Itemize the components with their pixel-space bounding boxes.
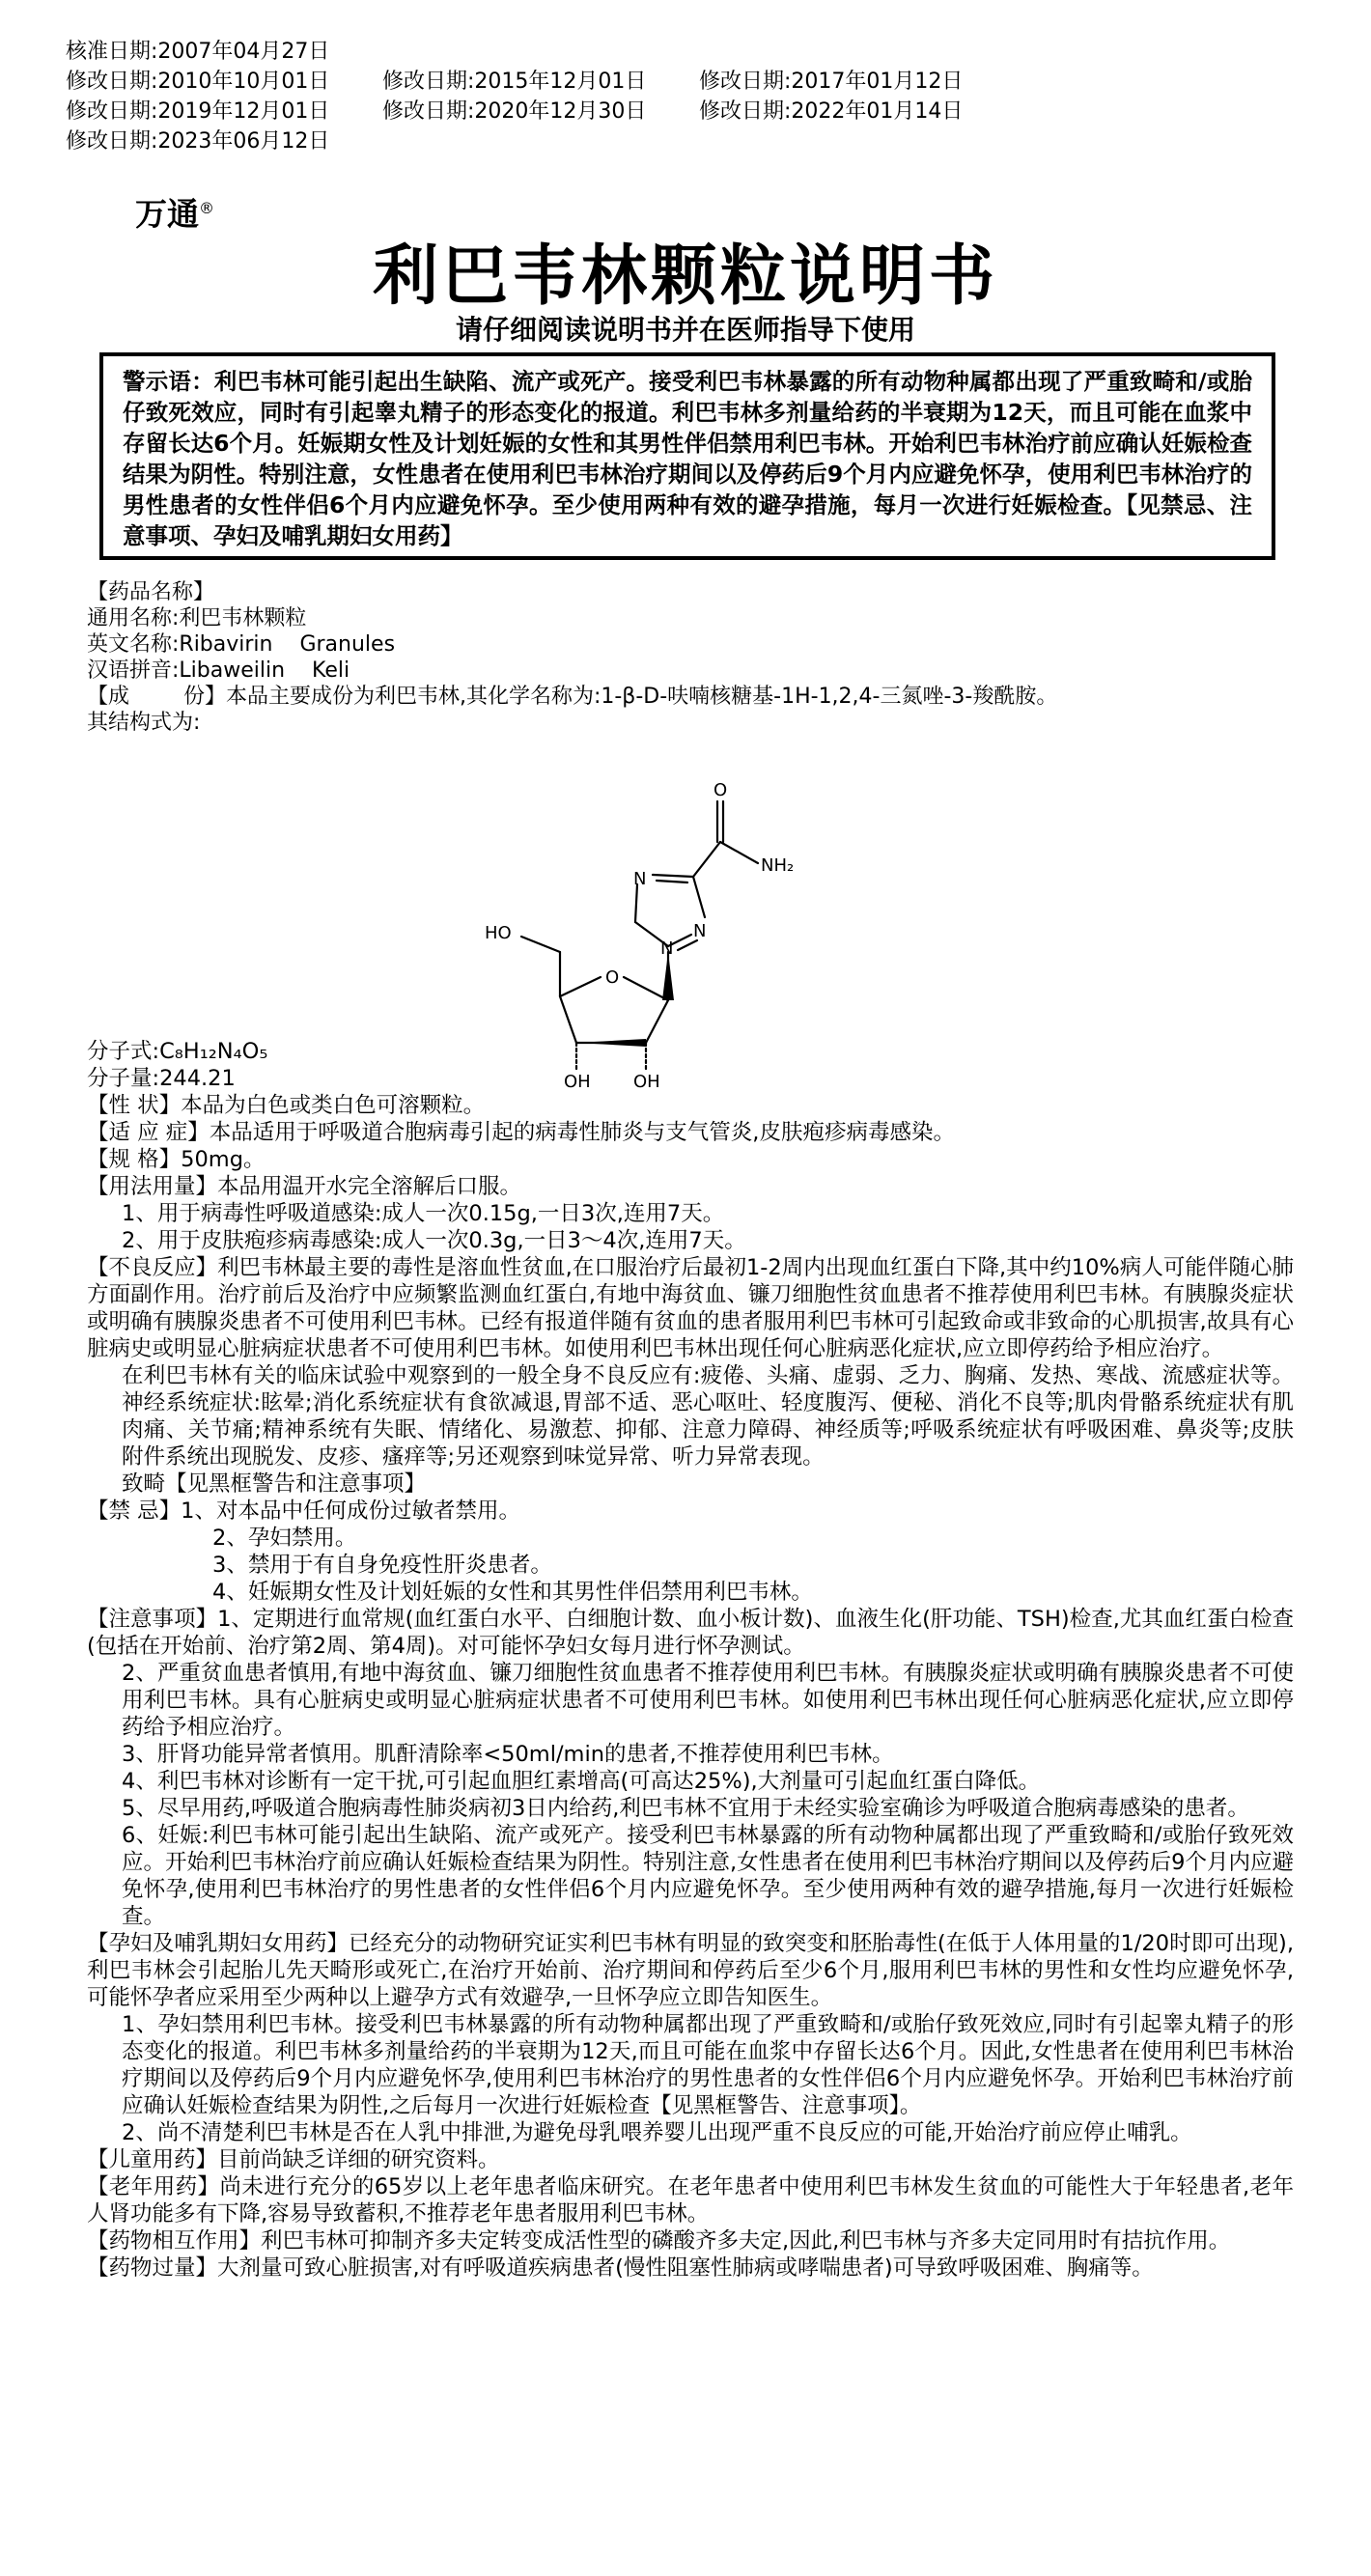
precaution-text: 3、肝肾功能异常者慎用。肌酐清除率<50ml/min的患者,不推荐使用利巴韦林。	[122, 1742, 894, 1767]
date-row	[66, 126, 1016, 156]
adverse-reaction-text: 【不良反应】利巴韦林最主要的毒性是溶血性贫血,在口服治疗后最初1-2周内出现血红蛋白下降,其中约10%病人可能伴随心肺方面副作用。治疗前后及治疗中应频繁监测血红蛋白,有地中海贫血、镰刀细胞性贫血患者不推荐使用利巴韦林。有胰腺炎症状或明确有胰腺炎患者不可使用利巴韦林。已经有报道伴随有贫血的患者服用利巴韦林可引起致命或非致命的心肌损害,故具有心脏病史或明显心脏病症状患者不可使用利巴韦林。如使用利巴韦林出现任何心脏病恶化症状,应立即停药给予相应治疗。	[87, 1255, 1294, 1361]
atom-label: N	[693, 921, 707, 941]
pinyin-name: 汉语拼音:Libaweilin Keli	[87, 658, 350, 683]
dosage-item: 2、用于皮肤疱疹病毒感染:成人一次0.3g,一日3～4次,连用7天。	[122, 1228, 746, 1253]
pregnancy-text: 【孕妇及哺乳期妇女用药】已经充分的动物研究证实利巴韦林有明显的致突变和胚胎毒性(在低于人体用量的1/20时即可出现),利巴韦林会引起胎儿先天畸形或死亡,在治疗开始前、治疗期间和停药后至少6个月,服用利巴韦林的男性和女性均应避免怀孕,可能怀孕者应采用至少两种以上避孕方式有效避孕,一旦怀孕应立即告知医生。	[87, 1931, 1294, 2010]
geriatric-use-text: 【老年用药】尚未进行充分的65岁以上老年患者临床研究。在老年患者中使用利巴韦林发生贫血的可能性大于年轻患者,老年人肾功能多有下降,容易导致蓄积,不推荐老年患者服用利巴韦林。	[87, 2174, 1294, 2226]
date-row	[66, 97, 1016, 126]
indication-text: 【适 应 症】本品适用于呼吸道合胞病毒引起的病毒性肺炎与支气管炎,皮肤疱疹病毒感染。	[87, 1120, 955, 1145]
atom-label: OH	[564, 1072, 591, 1092]
revision-date: 修改日期:2023年06月12日	[66, 129, 330, 154]
amide-bond	[720, 842, 758, 863]
atom-label: N	[633, 869, 647, 889]
structure-label: 其结构式为:	[87, 711, 201, 735]
pediatric-use-text: 【儿童用药】目前尚缺乏详细的研究资料。	[87, 2147, 500, 2172]
teratogenicity-note: 致畸【见黑框警告和注意事项】	[122, 1471, 427, 1497]
contraindication-item: 2、孕妇禁用。	[212, 1526, 357, 1551]
date-row	[66, 37, 1016, 67]
revision-date: 修改日期:2017年01月12日	[699, 70, 964, 94]
triazole-bond	[653, 875, 693, 877]
adverse-reaction-text: 在利巴韦林有关的临床试验中观察到的一般全身不良反应有:疲倦、头痛、虚弱、乏力、胸痛、发热、寒战、流感症状等。神经系统症状:眩晕;消化系统症状有食欲减退,胃部不适、恶心呕吐、轻度腹泻、便秘、消化不良等;肌肉骨骼系统症状有肌肉痛、关节痛;精神系统有失眠、情绪化、易激惹、抑郁、注意力障碍、神经质等;呼吸系统症状有呼吸困难、鼻炎等;皮肤附件系统出现脱发、皮疹、瘙痒等;另还观察到味觉异常、听力异常表现。	[122, 1363, 1294, 1470]
character-text: 【性 状】本品为白色或类白色可溶颗粒。	[87, 1093, 486, 1118]
properties-section	[87, 1038, 1294, 2282]
atom-label: O	[605, 967, 620, 988]
pregnancy-text: 1、孕妇禁用利巴韦林。接受利巴韦林暴露的所有动物种属都出现了严重致畸和/或胎仔致死效应,同时有引起睾丸精子的形态变化的报道。利巴韦林多剂量给药的半衰期为12天,而且可能在血浆中存留长达6个月。因此,女性患者在使用利巴韦林治疗期间以及停药后9个月内应避免怀孕,使用利巴韦林治疗的男性患者的女性伴侣6个月内应避免怀孕。开始利巴韦林治疗前应确认妊娠检查结果为阴性,之后每月一次进行妊娠检查【见黑框警告、注意事项】。	[122, 2012, 1294, 2118]
triazole-bond	[635, 884, 637, 922]
revision-date: 修改日期:2010年10月01日	[66, 70, 330, 94]
atom-label: HO	[485, 923, 512, 943]
atom-label: OH	[633, 1072, 660, 1092]
ring-carbon-bond	[693, 842, 720, 877]
molecular-formula: 分子式:C₈H₁₂N₄O₅	[87, 1039, 268, 1064]
ribose-bond	[624, 977, 668, 1000]
ribose-bond	[560, 996, 576, 1043]
pregnancy-text: 2、尚不清楚利巴韦林是否在人乳中排泄,为避免母乳喂养婴儿出现严重不良反应的可能,开始治疗前应停止哺乳。	[122, 2120, 1192, 2145]
triazole-bond	[693, 877, 705, 917]
dosage-heading: 【用法用量】本品用温开水完全溶解后口服。	[87, 1174, 522, 1199]
revision-date: 修改日期:2015年12月01日	[382, 70, 647, 94]
precaution-text: 4、利巴韦林对诊断有一定干扰,可引起血胆红素增高(可高达25%),大剂量可引起血红蛋白降低。	[122, 1769, 1041, 1794]
molecular-weight: 分子量:244.21	[87, 1066, 236, 1091]
ingredient-text: 【成 份】本品主要成份为利巴韦林,其化学名称为:1-β-D-呋喃核糖基-1H-1,2,4-三氮唑-3-羧酰胺。	[87, 685, 1058, 709]
ribose-bond	[646, 1000, 668, 1043]
boxed-warning: 警示语：利巴韦林可能引起出生缺陷、流产或死产。接受利巴韦林暴露的所有动物种属都出现了严重致畸和/或胎仔致死效应，同时有引起睾丸精子的形态变化的报道。利巴韦林多剂量给药的半衰期为12天，而且可能在血浆中存留长达6个月。妊娠期女性及计划妊娠的女性和其男性伴侣禁用利巴韦林。开始利巴韦林治疗前应确认妊娠检查结果为阴性。特别注意，女性患者在使用利巴韦林治疗期间以及停药后9个月内应避免怀孕，使用利巴韦林治疗的男性患者的女性伴侣6个月内应避免怀孕。至少使用两种有效的避孕措施，每月一次进行妊娠检查。【见禁忌、注意事项、孕妇及哺乳期妇女用药】	[99, 352, 1275, 560]
atom-label: NH₂	[761, 855, 795, 876]
brand-name: 万通	[135, 195, 199, 233]
ribose-bond	[560, 977, 601, 996]
revision-dates	[66, 37, 1016, 156]
precaution-text: 【注意事项】1、定期进行血常规(血红蛋白水平、白细胞计数、血小板计数)、血液生化(肝功能、TSH)检查,尤其血红蛋白检查(包括在开始前、治疗第2周、第4周)。对可能怀孕妇女每月进行怀孕测试。	[87, 1607, 1294, 1659]
revision-date: 修改日期:2020年12月30日	[382, 99, 647, 124]
hydroxymethyl-bond	[521, 937, 560, 952]
document-title: 利巴韦林颗粒说明书	[372, 238, 998, 315]
document-subtitle: 请仔细阅读说明书并在医师指导下使用	[455, 314, 915, 346]
specification-text: 【规 格】50mg。	[87, 1147, 266, 1172]
atom-label: O	[713, 780, 728, 800]
revision-date: 修改日期:2019年12月01日	[66, 99, 330, 124]
chemical-structure-diagram	[463, 763, 869, 1092]
wedge-bond	[662, 952, 674, 1000]
registered-mark: ®	[199, 199, 214, 217]
contraindication-heading: 【禁 忌】1、对本品中任何成份过敏者禁用。	[87, 1498, 520, 1524]
drug-interaction-text: 【药物相互作用】利巴韦林可抑制齐多夫定转变成活性型的磷酸齐多夫定,因此,利巴韦林与齐多夫定同用时有拮抗作用。	[87, 2228, 1231, 2254]
triazole-double-bond	[657, 881, 687, 882]
precaution-text: 2、严重贫血患者慎用,有地中海贫血、镰刀细胞性贫血患者不推荐使用利巴韦林。有胰腺炎症状或明确有胰腺炎患者不可使用利巴韦林。具有心脏病史或明显心脏病症状患者不可使用利巴韦林。如使用利巴韦林出现任何心脏病恶化症状,应立即停药给予相应治疗。	[122, 1661, 1294, 1740]
precaution-text: 6、妊娠:利巴韦林可能引起出生缺陷、流产或死产。接受利巴韦林暴露的所有动物种属都出现了严重致畸和/或胎仔致死效应。开始利巴韦林治疗前应确认妊娠检查结果为阴性。特别注意,女性患者在使用利巴韦林治疗期间以及停药后9个月内应避免怀孕,使用利巴韦林治疗的男性患者的女性伴侣6个月内应避免怀孕。至少使用两种有效的避孕措施,每月一次进行妊娠检查。	[122, 1823, 1294, 1929]
section-heading: 【药品名称】	[87, 580, 215, 604]
contraindication-item: 4、妊娠期女性及计划妊娠的女性和其男性伴侣禁用利巴韦林。	[212, 1580, 813, 1605]
triazole-double-bond	[678, 940, 697, 950]
atom-label: N	[660, 938, 674, 959]
drug-name-section	[87, 579, 1294, 736]
contraindication-item: 3、禁用于有自身免疫性肝炎患者。	[212, 1553, 552, 1578]
approval-date: 核准日期:2007年04月27日	[66, 40, 330, 64]
dosage-item: 1、用于病毒性呼吸道感染:成人一次0.15g,一日3次,连用7天。	[122, 1201, 725, 1226]
english-name: 英文名称:Ribavirin Granules	[87, 632, 396, 657]
overdose-text: 【药物过量】大剂量可致心脏损害,对有呼吸道疾病患者(慢性阻塞性肺病或哮喘患者)可导致呼吸困难、胸痛等。	[87, 2255, 1154, 2281]
revision-date: 修改日期:2022年01月14日	[699, 99, 964, 124]
precaution-text: 5、尽早用药,呼吸道合胞病毒性肺炎病初3日内给药,利巴韦林不宜用于未经实验室确诊为呼吸道合胞病毒感染的患者。	[122, 1796, 1249, 1821]
date-row	[66, 67, 1016, 97]
generic-name: 通用名称:利巴韦林颗粒	[87, 606, 307, 630]
